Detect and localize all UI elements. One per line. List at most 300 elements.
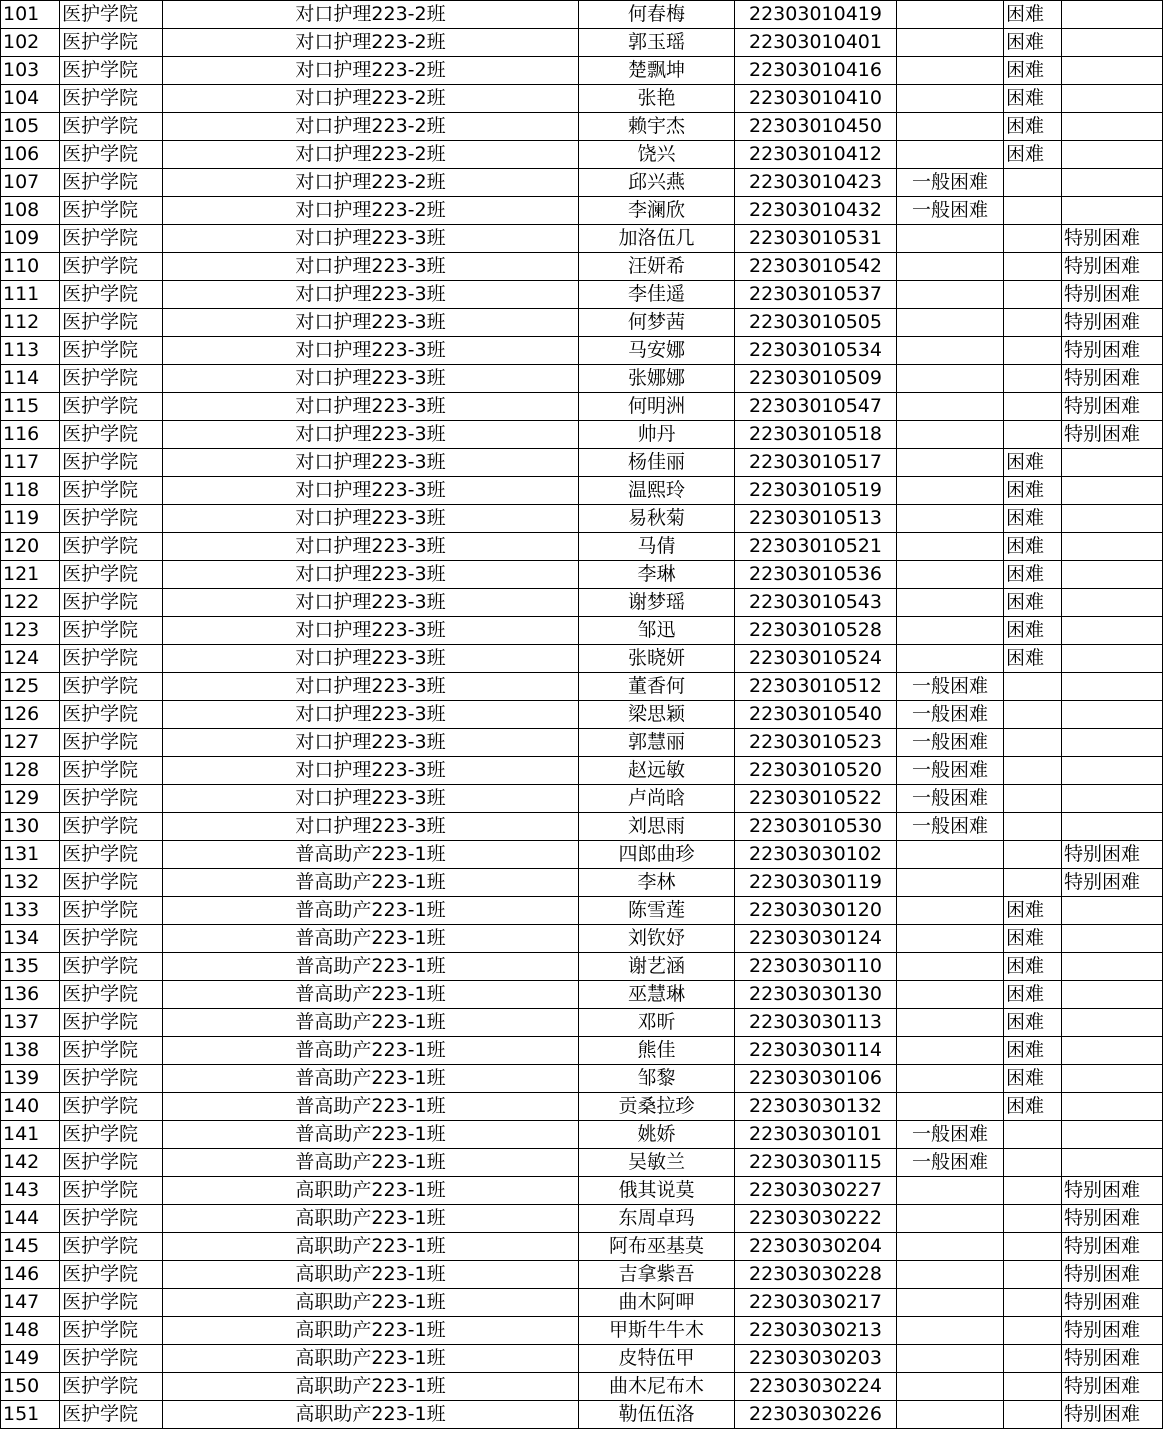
general-difficulty-cell[interactable]: 一般困难 bbox=[897, 813, 1004, 841]
college-cell[interactable]: 医护学院 bbox=[60, 869, 163, 897]
difficulty-cell[interactable]: 困难 bbox=[1004, 449, 1062, 477]
special-difficulty-cell[interactable] bbox=[1062, 505, 1163, 533]
general-difficulty-cell[interactable] bbox=[897, 421, 1004, 449]
student-name-cell[interactable]: 贡桑拉珍 bbox=[579, 1093, 735, 1121]
student-name-cell[interactable]: 郭玉瑶 bbox=[579, 29, 735, 57]
row-number-cell[interactable]: 101 bbox=[1, 1, 60, 29]
class-cell[interactable]: 普高助产223-1班 bbox=[163, 1093, 579, 1121]
special-difficulty-cell[interactable] bbox=[1062, 785, 1163, 813]
difficulty-cell[interactable]: 困难 bbox=[1004, 1065, 1062, 1093]
special-difficulty-cell[interactable]: 特别困难 bbox=[1062, 421, 1163, 449]
general-difficulty-cell[interactable] bbox=[897, 925, 1004, 953]
college-cell[interactable]: 医护学院 bbox=[60, 925, 163, 953]
special-difficulty-cell[interactable] bbox=[1062, 1065, 1163, 1093]
student-id-cell[interactable]: 22303030203 bbox=[735, 1345, 897, 1373]
student-id-cell[interactable]: 22303030224 bbox=[735, 1373, 897, 1401]
general-difficulty-cell[interactable]: 一般困难 bbox=[897, 729, 1004, 757]
difficulty-cell[interactable]: 困难 bbox=[1004, 29, 1062, 57]
row-number-cell[interactable]: 108 bbox=[1, 197, 60, 225]
row-number-cell[interactable]: 113 bbox=[1, 337, 60, 365]
student-name-cell[interactable]: 陈雪莲 bbox=[579, 897, 735, 925]
student-name-cell[interactable]: 巫慧琳 bbox=[579, 981, 735, 1009]
college-cell[interactable]: 医护学院 bbox=[60, 1289, 163, 1317]
student-name-cell[interactable]: 吉拿紫吾 bbox=[579, 1261, 735, 1289]
class-cell[interactable]: 高职助产223-1班 bbox=[163, 1401, 579, 1429]
college-cell[interactable]: 医护学院 bbox=[60, 1037, 163, 1065]
student-id-cell[interactable]: 22303030115 bbox=[735, 1149, 897, 1177]
class-cell[interactable]: 普高助产223-1班 bbox=[163, 1009, 579, 1037]
general-difficulty-cell[interactable]: 一般困难 bbox=[897, 1149, 1004, 1177]
row-number-cell[interactable]: 140 bbox=[1, 1093, 60, 1121]
special-difficulty-cell[interactable] bbox=[1062, 925, 1163, 953]
student-name-cell[interactable]: 甲斯牛牛木 bbox=[579, 1317, 735, 1345]
college-cell[interactable]: 医护学院 bbox=[60, 449, 163, 477]
row-number-cell[interactable]: 122 bbox=[1, 589, 60, 617]
class-cell[interactable]: 高职助产223-1班 bbox=[163, 1345, 579, 1373]
student-name-cell[interactable]: 邹黎 bbox=[579, 1065, 735, 1093]
college-cell[interactable]: 医护学院 bbox=[60, 701, 163, 729]
college-cell[interactable]: 医护学院 bbox=[60, 1345, 163, 1373]
class-cell[interactable]: 对口护理223-2班 bbox=[163, 113, 579, 141]
student-id-cell[interactable]: 22303030204 bbox=[735, 1233, 897, 1261]
student-id-cell[interactable]: 22303010543 bbox=[735, 589, 897, 617]
class-cell[interactable]: 对口护理223-3班 bbox=[163, 225, 579, 253]
student-id-cell[interactable]: 22303010537 bbox=[735, 281, 897, 309]
special-difficulty-cell[interactable]: 特别困难 bbox=[1062, 225, 1163, 253]
class-cell[interactable]: 对口护理223-3班 bbox=[163, 729, 579, 757]
student-id-cell[interactable]: 22303010505 bbox=[735, 309, 897, 337]
college-cell[interactable]: 医护学院 bbox=[60, 281, 163, 309]
college-cell[interactable]: 医护学院 bbox=[60, 785, 163, 813]
class-cell[interactable]: 普高助产223-1班 bbox=[163, 1065, 579, 1093]
college-cell[interactable]: 医护学院 bbox=[60, 85, 163, 113]
class-cell[interactable]: 对口护理223-2班 bbox=[163, 169, 579, 197]
class-cell[interactable]: 普高助产223-1班 bbox=[163, 953, 579, 981]
difficulty-cell[interactable] bbox=[1004, 169, 1062, 197]
special-difficulty-cell[interactable] bbox=[1062, 197, 1163, 225]
row-number-cell[interactable]: 147 bbox=[1, 1289, 60, 1317]
student-id-cell[interactable]: 22303010521 bbox=[735, 533, 897, 561]
class-cell[interactable]: 普高助产223-1班 bbox=[163, 897, 579, 925]
difficulty-cell[interactable] bbox=[1004, 225, 1062, 253]
class-cell[interactable]: 对口护理223-3班 bbox=[163, 505, 579, 533]
difficulty-cell[interactable] bbox=[1004, 1373, 1062, 1401]
row-number-cell[interactable]: 111 bbox=[1, 281, 60, 309]
difficulty-cell[interactable] bbox=[1004, 1289, 1062, 1317]
student-id-cell[interactable]: 22303030120 bbox=[735, 897, 897, 925]
college-cell[interactable]: 医护学院 bbox=[60, 309, 163, 337]
college-cell[interactable]: 医护学院 bbox=[60, 1093, 163, 1121]
student-name-cell[interactable]: 李琳 bbox=[579, 561, 735, 589]
class-cell[interactable]: 对口护理223-2班 bbox=[163, 29, 579, 57]
row-number-cell[interactable]: 103 bbox=[1, 57, 60, 85]
special-difficulty-cell[interactable] bbox=[1062, 673, 1163, 701]
special-difficulty-cell[interactable] bbox=[1062, 757, 1163, 785]
row-number-cell[interactable]: 136 bbox=[1, 981, 60, 1009]
special-difficulty-cell[interactable]: 特别困难 bbox=[1062, 253, 1163, 281]
row-number-cell[interactable]: 134 bbox=[1, 925, 60, 953]
row-number-cell[interactable]: 110 bbox=[1, 253, 60, 281]
college-cell[interactable]: 医护学院 bbox=[60, 365, 163, 393]
student-name-cell[interactable]: 何明洲 bbox=[579, 393, 735, 421]
difficulty-cell[interactable] bbox=[1004, 701, 1062, 729]
student-id-cell[interactable]: 22303010412 bbox=[735, 141, 897, 169]
general-difficulty-cell[interactable] bbox=[897, 29, 1004, 57]
row-number-cell[interactable]: 130 bbox=[1, 813, 60, 841]
difficulty-cell[interactable]: 困难 bbox=[1004, 533, 1062, 561]
college-cell[interactable]: 医护学院 bbox=[60, 1205, 163, 1233]
special-difficulty-cell[interactable] bbox=[1062, 981, 1163, 1009]
student-name-cell[interactable]: 李佳遥 bbox=[579, 281, 735, 309]
special-difficulty-cell[interactable] bbox=[1062, 533, 1163, 561]
student-id-cell[interactable]: 22303010523 bbox=[735, 729, 897, 757]
general-difficulty-cell[interactable] bbox=[897, 561, 1004, 589]
student-id-cell[interactable]: 22303030227 bbox=[735, 1177, 897, 1205]
difficulty-cell[interactable] bbox=[1004, 841, 1062, 869]
student-id-cell[interactable]: 22303010513 bbox=[735, 505, 897, 533]
class-cell[interactable]: 普高助产223-1班 bbox=[163, 841, 579, 869]
special-difficulty-cell[interactable]: 特别困难 bbox=[1062, 1289, 1163, 1317]
general-difficulty-cell[interactable] bbox=[897, 1, 1004, 29]
difficulty-cell[interactable] bbox=[1004, 1401, 1062, 1429]
difficulty-cell[interactable] bbox=[1004, 1205, 1062, 1233]
class-cell[interactable]: 高职助产223-1班 bbox=[163, 1373, 579, 1401]
difficulty-cell[interactable]: 困难 bbox=[1004, 953, 1062, 981]
general-difficulty-cell[interactable]: 一般困难 bbox=[897, 197, 1004, 225]
special-difficulty-cell[interactable] bbox=[1062, 645, 1163, 673]
general-difficulty-cell[interactable] bbox=[897, 1065, 1004, 1093]
student-name-cell[interactable]: 张艳 bbox=[579, 85, 735, 113]
college-cell[interactable]: 医护学院 bbox=[60, 477, 163, 505]
student-name-cell[interactable]: 邓昕 bbox=[579, 1009, 735, 1037]
general-difficulty-cell[interactable] bbox=[897, 253, 1004, 281]
difficulty-cell[interactable] bbox=[1004, 813, 1062, 841]
class-cell[interactable]: 高职助产223-1班 bbox=[163, 1261, 579, 1289]
row-number-cell[interactable]: 120 bbox=[1, 533, 60, 561]
special-difficulty-cell[interactable] bbox=[1062, 1121, 1163, 1149]
class-cell[interactable]: 对口护理223-2班 bbox=[163, 85, 579, 113]
row-number-cell[interactable]: 114 bbox=[1, 365, 60, 393]
student-name-cell[interactable]: 李林 bbox=[579, 869, 735, 897]
difficulty-cell[interactable]: 困难 bbox=[1004, 113, 1062, 141]
class-cell[interactable]: 普高助产223-1班 bbox=[163, 925, 579, 953]
special-difficulty-cell[interactable] bbox=[1062, 449, 1163, 477]
row-number-cell[interactable]: 132 bbox=[1, 869, 60, 897]
student-name-cell[interactable]: 楚飘坤 bbox=[579, 57, 735, 85]
student-id-cell[interactable]: 22303010509 bbox=[735, 365, 897, 393]
student-name-cell[interactable]: 郭慧丽 bbox=[579, 729, 735, 757]
special-difficulty-cell[interactable] bbox=[1062, 729, 1163, 757]
student-id-cell[interactable]: 22303010520 bbox=[735, 757, 897, 785]
special-difficulty-cell[interactable]: 特别困难 bbox=[1062, 1233, 1163, 1261]
special-difficulty-cell[interactable] bbox=[1062, 701, 1163, 729]
class-cell[interactable]: 对口护理223-3班 bbox=[163, 561, 579, 589]
student-name-cell[interactable]: 邱兴燕 bbox=[579, 169, 735, 197]
general-difficulty-cell[interactable] bbox=[897, 309, 1004, 337]
general-difficulty-cell[interactable] bbox=[897, 897, 1004, 925]
class-cell[interactable]: 对口护理223-2班 bbox=[163, 57, 579, 85]
college-cell[interactable]: 医护学院 bbox=[60, 673, 163, 701]
row-number-cell[interactable]: 133 bbox=[1, 897, 60, 925]
special-difficulty-cell[interactable]: 特别困难 bbox=[1062, 1373, 1163, 1401]
student-name-cell[interactable]: 勒伍伍洛 bbox=[579, 1401, 735, 1429]
difficulty-cell[interactable]: 困难 bbox=[1004, 1093, 1062, 1121]
college-cell[interactable]: 医护学院 bbox=[60, 225, 163, 253]
difficulty-cell[interactable]: 困难 bbox=[1004, 1009, 1062, 1037]
student-name-cell[interactable]: 李澜欣 bbox=[579, 197, 735, 225]
class-cell[interactable]: 对口护理223-2班 bbox=[163, 1, 579, 29]
class-cell[interactable]: 对口护理223-3班 bbox=[163, 589, 579, 617]
general-difficulty-cell[interactable] bbox=[897, 1093, 1004, 1121]
row-number-cell[interactable]: 137 bbox=[1, 1009, 60, 1037]
difficulty-cell[interactable]: 困难 bbox=[1004, 1037, 1062, 1065]
general-difficulty-cell[interactable] bbox=[897, 449, 1004, 477]
general-difficulty-cell[interactable] bbox=[897, 1009, 1004, 1037]
row-number-cell[interactable]: 149 bbox=[1, 1345, 60, 1373]
college-cell[interactable]: 医护学院 bbox=[60, 1, 163, 29]
general-difficulty-cell[interactable]: 一般困难 bbox=[897, 673, 1004, 701]
general-difficulty-cell[interactable]: 一般困难 bbox=[897, 1121, 1004, 1149]
class-cell[interactable]: 对口护理223-3班 bbox=[163, 365, 579, 393]
row-number-cell[interactable]: 131 bbox=[1, 841, 60, 869]
student-name-cell[interactable]: 邹迅 bbox=[579, 617, 735, 645]
general-difficulty-cell[interactable] bbox=[897, 617, 1004, 645]
row-number-cell[interactable]: 124 bbox=[1, 645, 60, 673]
student-name-cell[interactable]: 杨佳丽 bbox=[579, 449, 735, 477]
class-cell[interactable]: 对口护理223-3班 bbox=[163, 645, 579, 673]
college-cell[interactable]: 医护学院 bbox=[60, 1177, 163, 1205]
general-difficulty-cell[interactable]: 一般困难 bbox=[897, 785, 1004, 813]
student-id-cell[interactable]: 22303010519 bbox=[735, 477, 897, 505]
special-difficulty-cell[interactable] bbox=[1062, 897, 1163, 925]
class-cell[interactable]: 对口护理223-3班 bbox=[163, 673, 579, 701]
student-name-cell[interactable]: 何梦茜 bbox=[579, 309, 735, 337]
difficulty-cell[interactable] bbox=[1004, 785, 1062, 813]
row-number-cell[interactable]: 142 bbox=[1, 1149, 60, 1177]
difficulty-cell[interactable] bbox=[1004, 729, 1062, 757]
student-id-cell[interactable]: 22303030217 bbox=[735, 1289, 897, 1317]
difficulty-cell[interactable] bbox=[1004, 1121, 1062, 1149]
special-difficulty-cell[interactable] bbox=[1062, 1149, 1163, 1177]
difficulty-cell[interactable]: 困难 bbox=[1004, 561, 1062, 589]
special-difficulty-cell[interactable] bbox=[1062, 1037, 1163, 1065]
difficulty-cell[interactable]: 困难 bbox=[1004, 141, 1062, 169]
student-id-cell[interactable]: 22303030106 bbox=[735, 1065, 897, 1093]
class-cell[interactable]: 普高助产223-1班 bbox=[163, 981, 579, 1009]
difficulty-cell[interactable] bbox=[1004, 309, 1062, 337]
difficulty-cell[interactable] bbox=[1004, 197, 1062, 225]
student-name-cell[interactable]: 赖宇杰 bbox=[579, 113, 735, 141]
college-cell[interactable]: 医护学院 bbox=[60, 897, 163, 925]
student-name-cell[interactable]: 曲木阿呷 bbox=[579, 1289, 735, 1317]
general-difficulty-cell[interactable] bbox=[897, 113, 1004, 141]
student-name-cell[interactable]: 卢尚晗 bbox=[579, 785, 735, 813]
difficulty-cell[interactable] bbox=[1004, 1261, 1062, 1289]
student-id-cell[interactable]: 22303030113 bbox=[735, 1009, 897, 1037]
row-number-cell[interactable]: 128 bbox=[1, 757, 60, 785]
student-name-cell[interactable]: 董香何 bbox=[579, 673, 735, 701]
special-difficulty-cell[interactable]: 特别困难 bbox=[1062, 1261, 1163, 1289]
student-id-cell[interactable]: 22303010401 bbox=[735, 29, 897, 57]
class-cell[interactable]: 对口护理223-3班 bbox=[163, 701, 579, 729]
general-difficulty-cell[interactable] bbox=[897, 1345, 1004, 1373]
college-cell[interactable]: 医护学院 bbox=[60, 645, 163, 673]
class-cell[interactable]: 普高助产223-1班 bbox=[163, 1037, 579, 1065]
student-name-cell[interactable]: 四郎曲珍 bbox=[579, 841, 735, 869]
general-difficulty-cell[interactable] bbox=[897, 505, 1004, 533]
general-difficulty-cell[interactable] bbox=[897, 1233, 1004, 1261]
difficulty-cell[interactable]: 困难 bbox=[1004, 85, 1062, 113]
general-difficulty-cell[interactable]: 一般困难 bbox=[897, 757, 1004, 785]
student-name-cell[interactable]: 熊佳 bbox=[579, 1037, 735, 1065]
difficulty-cell[interactable] bbox=[1004, 421, 1062, 449]
general-difficulty-cell[interactable] bbox=[897, 1289, 1004, 1317]
special-difficulty-cell[interactable] bbox=[1062, 477, 1163, 505]
row-number-cell[interactable]: 115 bbox=[1, 393, 60, 421]
college-cell[interactable]: 医护学院 bbox=[60, 505, 163, 533]
difficulty-cell[interactable]: 困难 bbox=[1004, 925, 1062, 953]
student-name-cell[interactable]: 阿布巫基莫 bbox=[579, 1233, 735, 1261]
general-difficulty-cell[interactable] bbox=[897, 1401, 1004, 1429]
class-cell[interactable]: 对口护理223-3班 bbox=[163, 477, 579, 505]
college-cell[interactable]: 医护学院 bbox=[60, 589, 163, 617]
special-difficulty-cell[interactable] bbox=[1062, 29, 1163, 57]
special-difficulty-cell[interactable] bbox=[1062, 57, 1163, 85]
general-difficulty-cell[interactable] bbox=[897, 841, 1004, 869]
class-cell[interactable]: 对口护理223-3班 bbox=[163, 449, 579, 477]
difficulty-cell[interactable]: 困难 bbox=[1004, 1, 1062, 29]
student-id-cell[interactable]: 22303030124 bbox=[735, 925, 897, 953]
student-id-cell[interactable]: 22303010540 bbox=[735, 701, 897, 729]
general-difficulty-cell[interactable] bbox=[897, 337, 1004, 365]
general-difficulty-cell[interactable] bbox=[897, 85, 1004, 113]
row-number-cell[interactable]: 144 bbox=[1, 1205, 60, 1233]
college-cell[interactable]: 医护学院 bbox=[60, 421, 163, 449]
student-id-cell[interactable]: 22303010410 bbox=[735, 85, 897, 113]
difficulty-cell[interactable] bbox=[1004, 281, 1062, 309]
class-cell[interactable]: 对口护理223-2班 bbox=[163, 197, 579, 225]
college-cell[interactable]: 医护学院 bbox=[60, 533, 163, 561]
student-name-cell[interactable]: 何春梅 bbox=[579, 1, 735, 29]
class-cell[interactable]: 对口护理223-3班 bbox=[163, 309, 579, 337]
class-cell[interactable]: 高职助产223-1班 bbox=[163, 1317, 579, 1345]
difficulty-cell[interactable] bbox=[1004, 393, 1062, 421]
special-difficulty-cell[interactable]: 特别困难 bbox=[1062, 337, 1163, 365]
student-name-cell[interactable]: 温熙玲 bbox=[579, 477, 735, 505]
general-difficulty-cell[interactable] bbox=[897, 1373, 1004, 1401]
college-cell[interactable]: 医护学院 bbox=[60, 113, 163, 141]
general-difficulty-cell[interactable] bbox=[897, 1205, 1004, 1233]
special-difficulty-cell[interactable] bbox=[1062, 141, 1163, 169]
row-number-cell[interactable]: 125 bbox=[1, 673, 60, 701]
row-number-cell[interactable]: 139 bbox=[1, 1065, 60, 1093]
student-id-cell[interactable]: 22303010530 bbox=[735, 813, 897, 841]
student-name-cell[interactable]: 汪妍希 bbox=[579, 253, 735, 281]
class-cell[interactable]: 高职助产223-1班 bbox=[163, 1177, 579, 1205]
class-cell[interactable]: 普高助产223-1班 bbox=[163, 869, 579, 897]
special-difficulty-cell[interactable] bbox=[1062, 617, 1163, 645]
row-number-cell[interactable]: 116 bbox=[1, 421, 60, 449]
student-id-cell[interactable]: 22303010531 bbox=[735, 225, 897, 253]
row-number-cell[interactable]: 143 bbox=[1, 1177, 60, 1205]
student-id-cell[interactable]: 22303010547 bbox=[735, 393, 897, 421]
student-id-cell[interactable]: 22303030228 bbox=[735, 1261, 897, 1289]
difficulty-cell[interactable] bbox=[1004, 337, 1062, 365]
college-cell[interactable]: 医护学院 bbox=[60, 1233, 163, 1261]
difficulty-cell[interactable] bbox=[1004, 1149, 1062, 1177]
difficulty-cell[interactable]: 困难 bbox=[1004, 897, 1062, 925]
college-cell[interactable]: 医护学院 bbox=[60, 729, 163, 757]
general-difficulty-cell[interactable] bbox=[897, 365, 1004, 393]
special-difficulty-cell[interactable]: 特别困难 bbox=[1062, 365, 1163, 393]
row-number-cell[interactable]: 145 bbox=[1, 1233, 60, 1261]
difficulty-cell[interactable]: 困难 bbox=[1004, 477, 1062, 505]
student-id-cell[interactable]: 22303010450 bbox=[735, 113, 897, 141]
student-id-cell[interactable]: 22303030213 bbox=[735, 1317, 897, 1345]
class-cell[interactable]: 对口护理223-3班 bbox=[163, 757, 579, 785]
student-name-cell[interactable]: 谢艺涵 bbox=[579, 953, 735, 981]
general-difficulty-cell[interactable] bbox=[897, 477, 1004, 505]
student-id-cell[interactable]: 22303010542 bbox=[735, 253, 897, 281]
student-id-cell[interactable]: 22303010528 bbox=[735, 617, 897, 645]
class-cell[interactable]: 普高助产223-1班 bbox=[163, 1149, 579, 1177]
student-name-cell[interactable]: 加洛伍几 bbox=[579, 225, 735, 253]
special-difficulty-cell[interactable] bbox=[1062, 85, 1163, 113]
college-cell[interactable]: 医护学院 bbox=[60, 337, 163, 365]
general-difficulty-cell[interactable]: 一般困难 bbox=[897, 701, 1004, 729]
college-cell[interactable]: 医护学院 bbox=[60, 29, 163, 57]
student-id-cell[interactable]: 22303030110 bbox=[735, 953, 897, 981]
row-number-cell[interactable]: 102 bbox=[1, 29, 60, 57]
student-name-cell[interactable]: 姚娇 bbox=[579, 1121, 735, 1149]
general-difficulty-cell[interactable] bbox=[897, 953, 1004, 981]
general-difficulty-cell[interactable] bbox=[897, 589, 1004, 617]
row-number-cell[interactable]: 126 bbox=[1, 701, 60, 729]
student-id-cell[interactable]: 22303030132 bbox=[735, 1093, 897, 1121]
special-difficulty-cell[interactable]: 特别困难 bbox=[1062, 281, 1163, 309]
special-difficulty-cell[interactable] bbox=[1062, 953, 1163, 981]
college-cell[interactable]: 医护学院 bbox=[60, 253, 163, 281]
student-name-cell[interactable]: 皮特伍甲 bbox=[579, 1345, 735, 1373]
special-difficulty-cell[interactable]: 特别困难 bbox=[1062, 841, 1163, 869]
college-cell[interactable]: 医护学院 bbox=[60, 197, 163, 225]
college-cell[interactable]: 医护学院 bbox=[60, 981, 163, 1009]
student-name-cell[interactable]: 帅丹 bbox=[579, 421, 735, 449]
special-difficulty-cell[interactable]: 特别困难 bbox=[1062, 309, 1163, 337]
student-name-cell[interactable]: 梁思颖 bbox=[579, 701, 735, 729]
special-difficulty-cell[interactable] bbox=[1062, 1009, 1163, 1037]
general-difficulty-cell[interactable] bbox=[897, 645, 1004, 673]
student-name-cell[interactable]: 张娜娜 bbox=[579, 365, 735, 393]
student-name-cell[interactable]: 刘钦妤 bbox=[579, 925, 735, 953]
college-cell[interactable]: 医护学院 bbox=[60, 141, 163, 169]
class-cell[interactable]: 对口护理223-3班 bbox=[163, 393, 579, 421]
student-name-cell[interactable]: 马倩 bbox=[579, 533, 735, 561]
row-number-cell[interactable]: 135 bbox=[1, 953, 60, 981]
row-number-cell[interactable]: 107 bbox=[1, 169, 60, 197]
special-difficulty-cell[interactable] bbox=[1062, 1, 1163, 29]
student-name-cell[interactable]: 饶兴 bbox=[579, 141, 735, 169]
special-difficulty-cell[interactable]: 特别困难 bbox=[1062, 1177, 1163, 1205]
student-id-cell[interactable]: 22303010524 bbox=[735, 645, 897, 673]
difficulty-cell[interactable] bbox=[1004, 253, 1062, 281]
difficulty-cell[interactable]: 困难 bbox=[1004, 645, 1062, 673]
college-cell[interactable]: 医护学院 bbox=[60, 1009, 163, 1037]
student-name-cell[interactable]: 刘思雨 bbox=[579, 813, 735, 841]
difficulty-cell[interactable] bbox=[1004, 869, 1062, 897]
row-number-cell[interactable]: 106 bbox=[1, 141, 60, 169]
general-difficulty-cell[interactable] bbox=[897, 869, 1004, 897]
